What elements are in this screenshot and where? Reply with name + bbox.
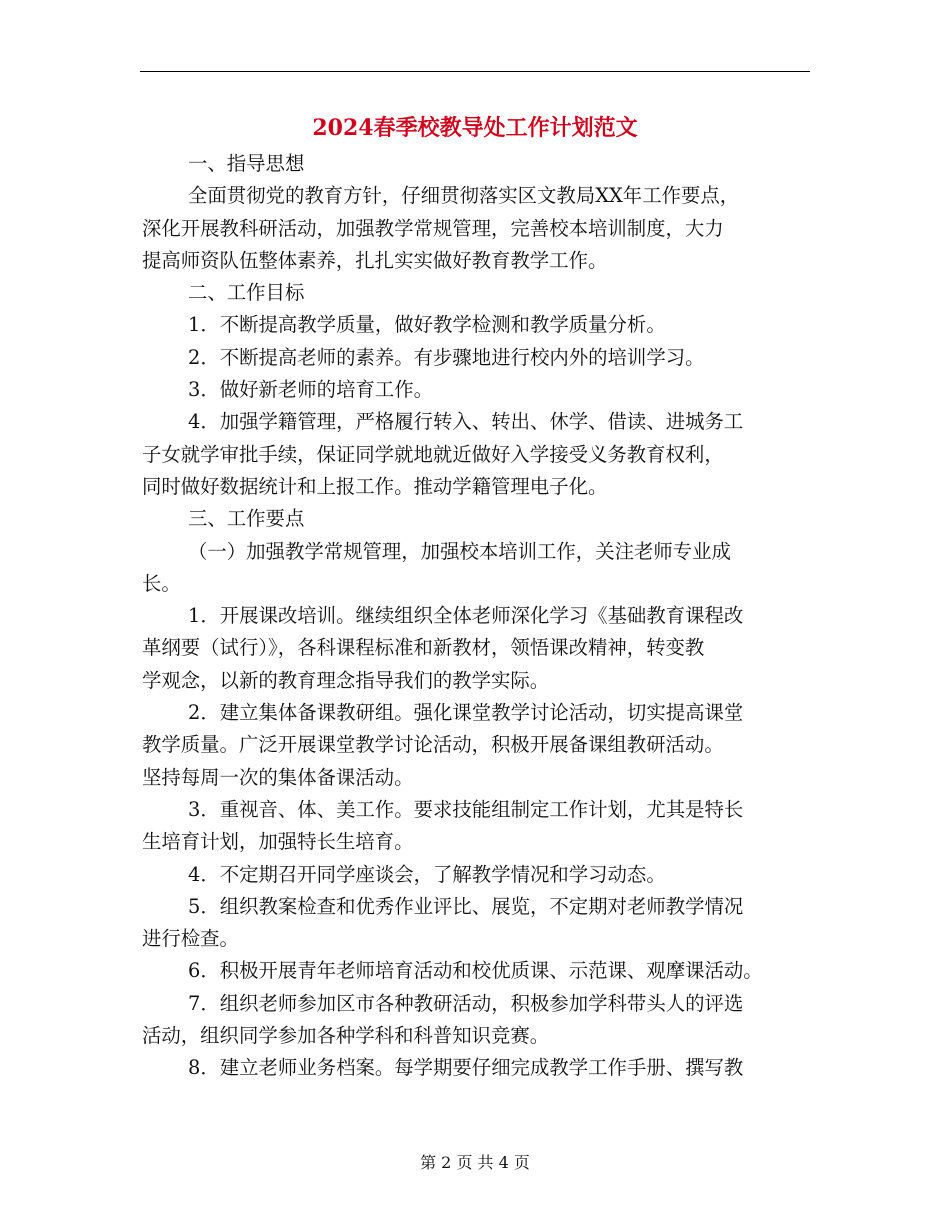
text-line: 深化开展教科研活动，加强教学常规管理，完善校本培训制度，大力: [142, 216, 724, 240]
text-line: 坚持每周一次的集体备课活动。: [142, 765, 414, 789]
text-line: 全面贯彻党的教育方针，仔细贯彻落实区文教局XX年工作要点，: [188, 184, 740, 208]
text-line: 2．不断提高老师的素养。有步骤地进行校内外的培训学习。: [188, 345, 705, 369]
text-line: 一、指导思想: [188, 152, 305, 175]
text-line: 子女就学审批手续，保证同学就地就近做好入学接受义务教育权利，: [142, 442, 724, 466]
text-line: 6．积极开展青年老师培育活动和校优质课、示范课、观摩课活动。: [188, 959, 763, 983]
text-line: 1．不断提高教学质量，做好教学检测和教学质量分析。: [188, 313, 666, 337]
text-line: 1．开展课改培训。继续组织全体老师深化学习《基础教育课程改: [188, 604, 744, 628]
text-line: 7．组织老师参加区市各种教研活动，积极参加学科带头人的评选: [188, 991, 744, 1015]
text-line: 提高师资队伍整体素养，扎扎实实做好教育教学工作。: [142, 248, 608, 272]
text-line: 二、工作目标: [188, 281, 305, 305]
text-line: 5．组织教案检查和优秀作业评比、展览，不定期对老师教学情况: [188, 894, 744, 918]
text-line: 活动，组织同学参加各种学科和科普知识竞赛。: [142, 1024, 550, 1048]
document-title: 2024春季校教导处工作计划范文: [312, 115, 638, 141]
text-line: 3．做好新老师的培育工作。: [188, 378, 434, 402]
text-line: 3．重视音、体、美工作。要求技能组制定工作计划，尤其是特长: [188, 797, 744, 821]
header-rule: [140, 71, 810, 72]
text-line: 4．加强学籍管理，严格履行转入、转出、休学、借读、进城务工: [188, 410, 744, 434]
text-line: 三、工作要点: [188, 507, 305, 531]
text-line: 8．建立老师业务档案。每学期要仔细完成教学工作手册、撰写教: [188, 1056, 744, 1080]
text-line: （一）加强教学常规管理，加强校本培训工作，关注老师专业成: [188, 539, 731, 563]
text-line: 4．不定期召开同学座谈会，了解教学情况和学习动态。: [188, 862, 666, 886]
page-footer: 第 2 页 共 4 页: [420, 1153, 530, 1172]
text-line: 2．建立集体备课教研组。强化课堂教学讨论活动，切实提高课堂: [188, 701, 744, 725]
text-line: 同时做好数据统计和上报工作。推动学籍管理电子化。: [142, 474, 608, 498]
text-line: 革纲要（试行）》，各科课程标准和新教材，领悟课改精神，转变教: [142, 636, 705, 660]
document-body: [142, 148, 810, 1085]
text-line: 学观念，以新的教育理念指导我们的教学实际。: [142, 668, 550, 692]
text-line: 进行检查。: [142, 927, 239, 951]
text-line: 生培育计划，加强特长生培育。: [142, 830, 414, 854]
text-line: 长。: [142, 571, 181, 595]
text-line: 教学质量。广泛开展课堂教学讨论活动，积极开展备课组教研活动。: [142, 733, 724, 757]
